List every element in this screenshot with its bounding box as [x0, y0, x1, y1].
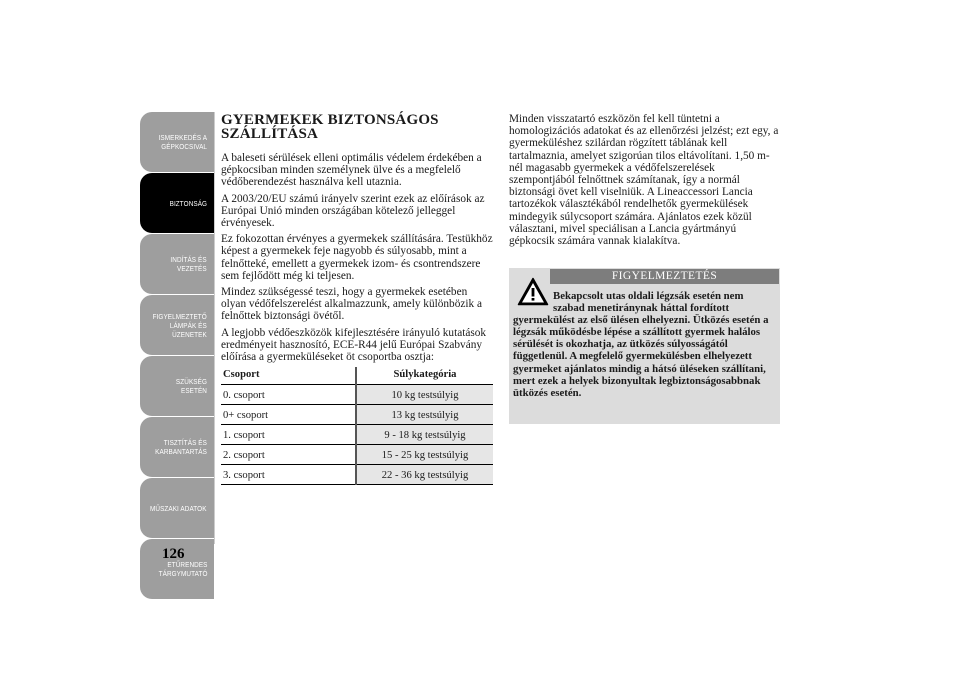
tab-tisztitas-karbantartas[interactable] [140, 417, 214, 477]
warning-text-lead: Bekapcsolt utas oldali légzsák esetén nem szabad menetiránynak háttal fordított [553, 290, 744, 315]
tab-ismerkedes[interactable] [140, 112, 214, 172]
group-cell: 1. csoport [221, 425, 356, 445]
group-cell: 2. csoport [221, 445, 356, 465]
tab-muszaki-adatok[interactable] [140, 478, 214, 538]
weight-cell: 15 - 25 kg testsúlyig [356, 445, 493, 465]
tab-label: ISMERKEDÉS A GÉPKOCSIVAL [158, 133, 207, 151]
column-header-weight: Súlykategória [356, 367, 493, 385]
tab-label: INDÍTÁS ÉS VEZETÉS [170, 255, 207, 273]
table-row [221, 405, 493, 425]
paragraph: A baleseti sérülések elleni optimális védelem érdekében a gépkocsiban minden személynek ülve és a megfelelő védőberendezést használva kell utaznia. [221, 152, 482, 189]
paragraph: A legjobb védőeszközök kifejlesztésére irányuló kutatások eredményeit hasznosító, ECE-R44 jelű Európai Szabvány előírása a gyermeküléseket öt csoportba osztja: [221, 326, 487, 364]
paragraph: Ez fokozottan érvényes a gyermekek szállítására. Testükhöz képest a gyermekek feje nagyobb és súlyosabb, mint a felnőtteké, emellett a gyermekek izom- és csontrendszere sem fejlődött még ki teljesen. [221, 233, 493, 282]
right-column [509, 113, 781, 251]
tab-biztonsag[interactable] [140, 173, 214, 233]
section-title: GYERMEKEK BIZTONSÁGOS SZÁLLÍTÁSA [221, 112, 439, 142]
paragraph: A 2003/20/EU számú irányelv szerint ezek az előírások az Európai Unió minden országában kötelező jelleggel érvényesek. [221, 192, 485, 230]
table-row [221, 445, 493, 465]
group-cell: 3. csoport [221, 465, 356, 485]
weight-cell: 9 - 18 kg testsúlyig [356, 425, 493, 445]
tab-divider-line [214, 112, 215, 544]
tab-label: BIZTONSÁG [169, 198, 207, 208]
table-row [221, 385, 493, 405]
tab-label: MŰSZAKI ADATOK [150, 503, 207, 513]
tab-label: TISZTÍTÁS ÉS KARBANTARTÁS [155, 438, 207, 456]
weight-cell: 22 - 36 kg testsúlyig [356, 465, 493, 485]
tab-label: FIGYELMEZTETŐ LÁMPÁK ÉS ÜZENETEK [152, 311, 207, 339]
tab-label: ETŰRENDES TÁRGYMUTATÓ [158, 560, 207, 578]
weight-cell: 10 kg testsúlyig [356, 385, 493, 405]
paragraph: Minden visszatartó eszközön fel kell tüntetni a homologizációs adatokat és az ellenőrzési jelzést; ezt egy, a gyermeküléshez szilárdan rögzített táblának kell tartalmaznia, amelyet szigorúan tilos eltávolítani. 1,50 m-nél magasabb gyermekek a védőfelszerelések szempontjából felnőttnek számítanak, így a normál biztonsági övet kell viselniük. A Lineaccessori Lancia tartozékok választékából rendelhetők gyermekülések mindegyik súlycsoport számára. Ajánlatos ezek közül választani, mivel speciálisan a Lancia gyártmányú gépkocsik számára vannak kialakítva. [509, 113, 779, 248]
column-header-group: Csoport [221, 367, 356, 385]
warning-text-rest: gyermekülést az első ülésen elhelyezni. Ütközés esetén a légzsák működésbe lépése a szállított gyermek halálos sérülését is okozhatja, az ütközés súlyosságától függetlenül. A megfelelő gyermekülésben elhelyezett gyermeket ajánlatos mindig a hátsó üléseken szállítani, mert ezek a helyek bizonyultak legbiztonságosabbnak ütközés esetén. [513, 314, 769, 399]
weight-group-table [221, 367, 493, 485]
left-column [221, 113, 493, 485]
page-number: 126 [162, 546, 185, 562]
tab-figyelmezteto-lampak[interactable] [140, 295, 214, 355]
table-row [221, 425, 493, 445]
table-header-row [221, 367, 493, 385]
group-cell: 0. csoport [221, 385, 356, 405]
warning-box [509, 268, 780, 424]
tab-label: SZÜKSÉG ESETÉN [175, 377, 207, 395]
tab-szukseg-eseten[interactable] [140, 356, 214, 416]
group-cell: 0+ csoport [221, 405, 356, 425]
paragraph: Mindez szükségessé teszi, hogy a gyermekek esetében olyan védőfelszerelést alkalmazzunk, amely különbözik a felnőttek biztonsági övétől. [221, 286, 482, 323]
tab-inditas-es-vezetes[interactable] [140, 234, 214, 294]
table-row [221, 465, 493, 485]
weight-cell: 13 kg testsúlyig [356, 405, 493, 425]
warning-text [509, 290, 777, 399]
warning-header: FIGYELMEZTETÉS [550, 269, 779, 284]
